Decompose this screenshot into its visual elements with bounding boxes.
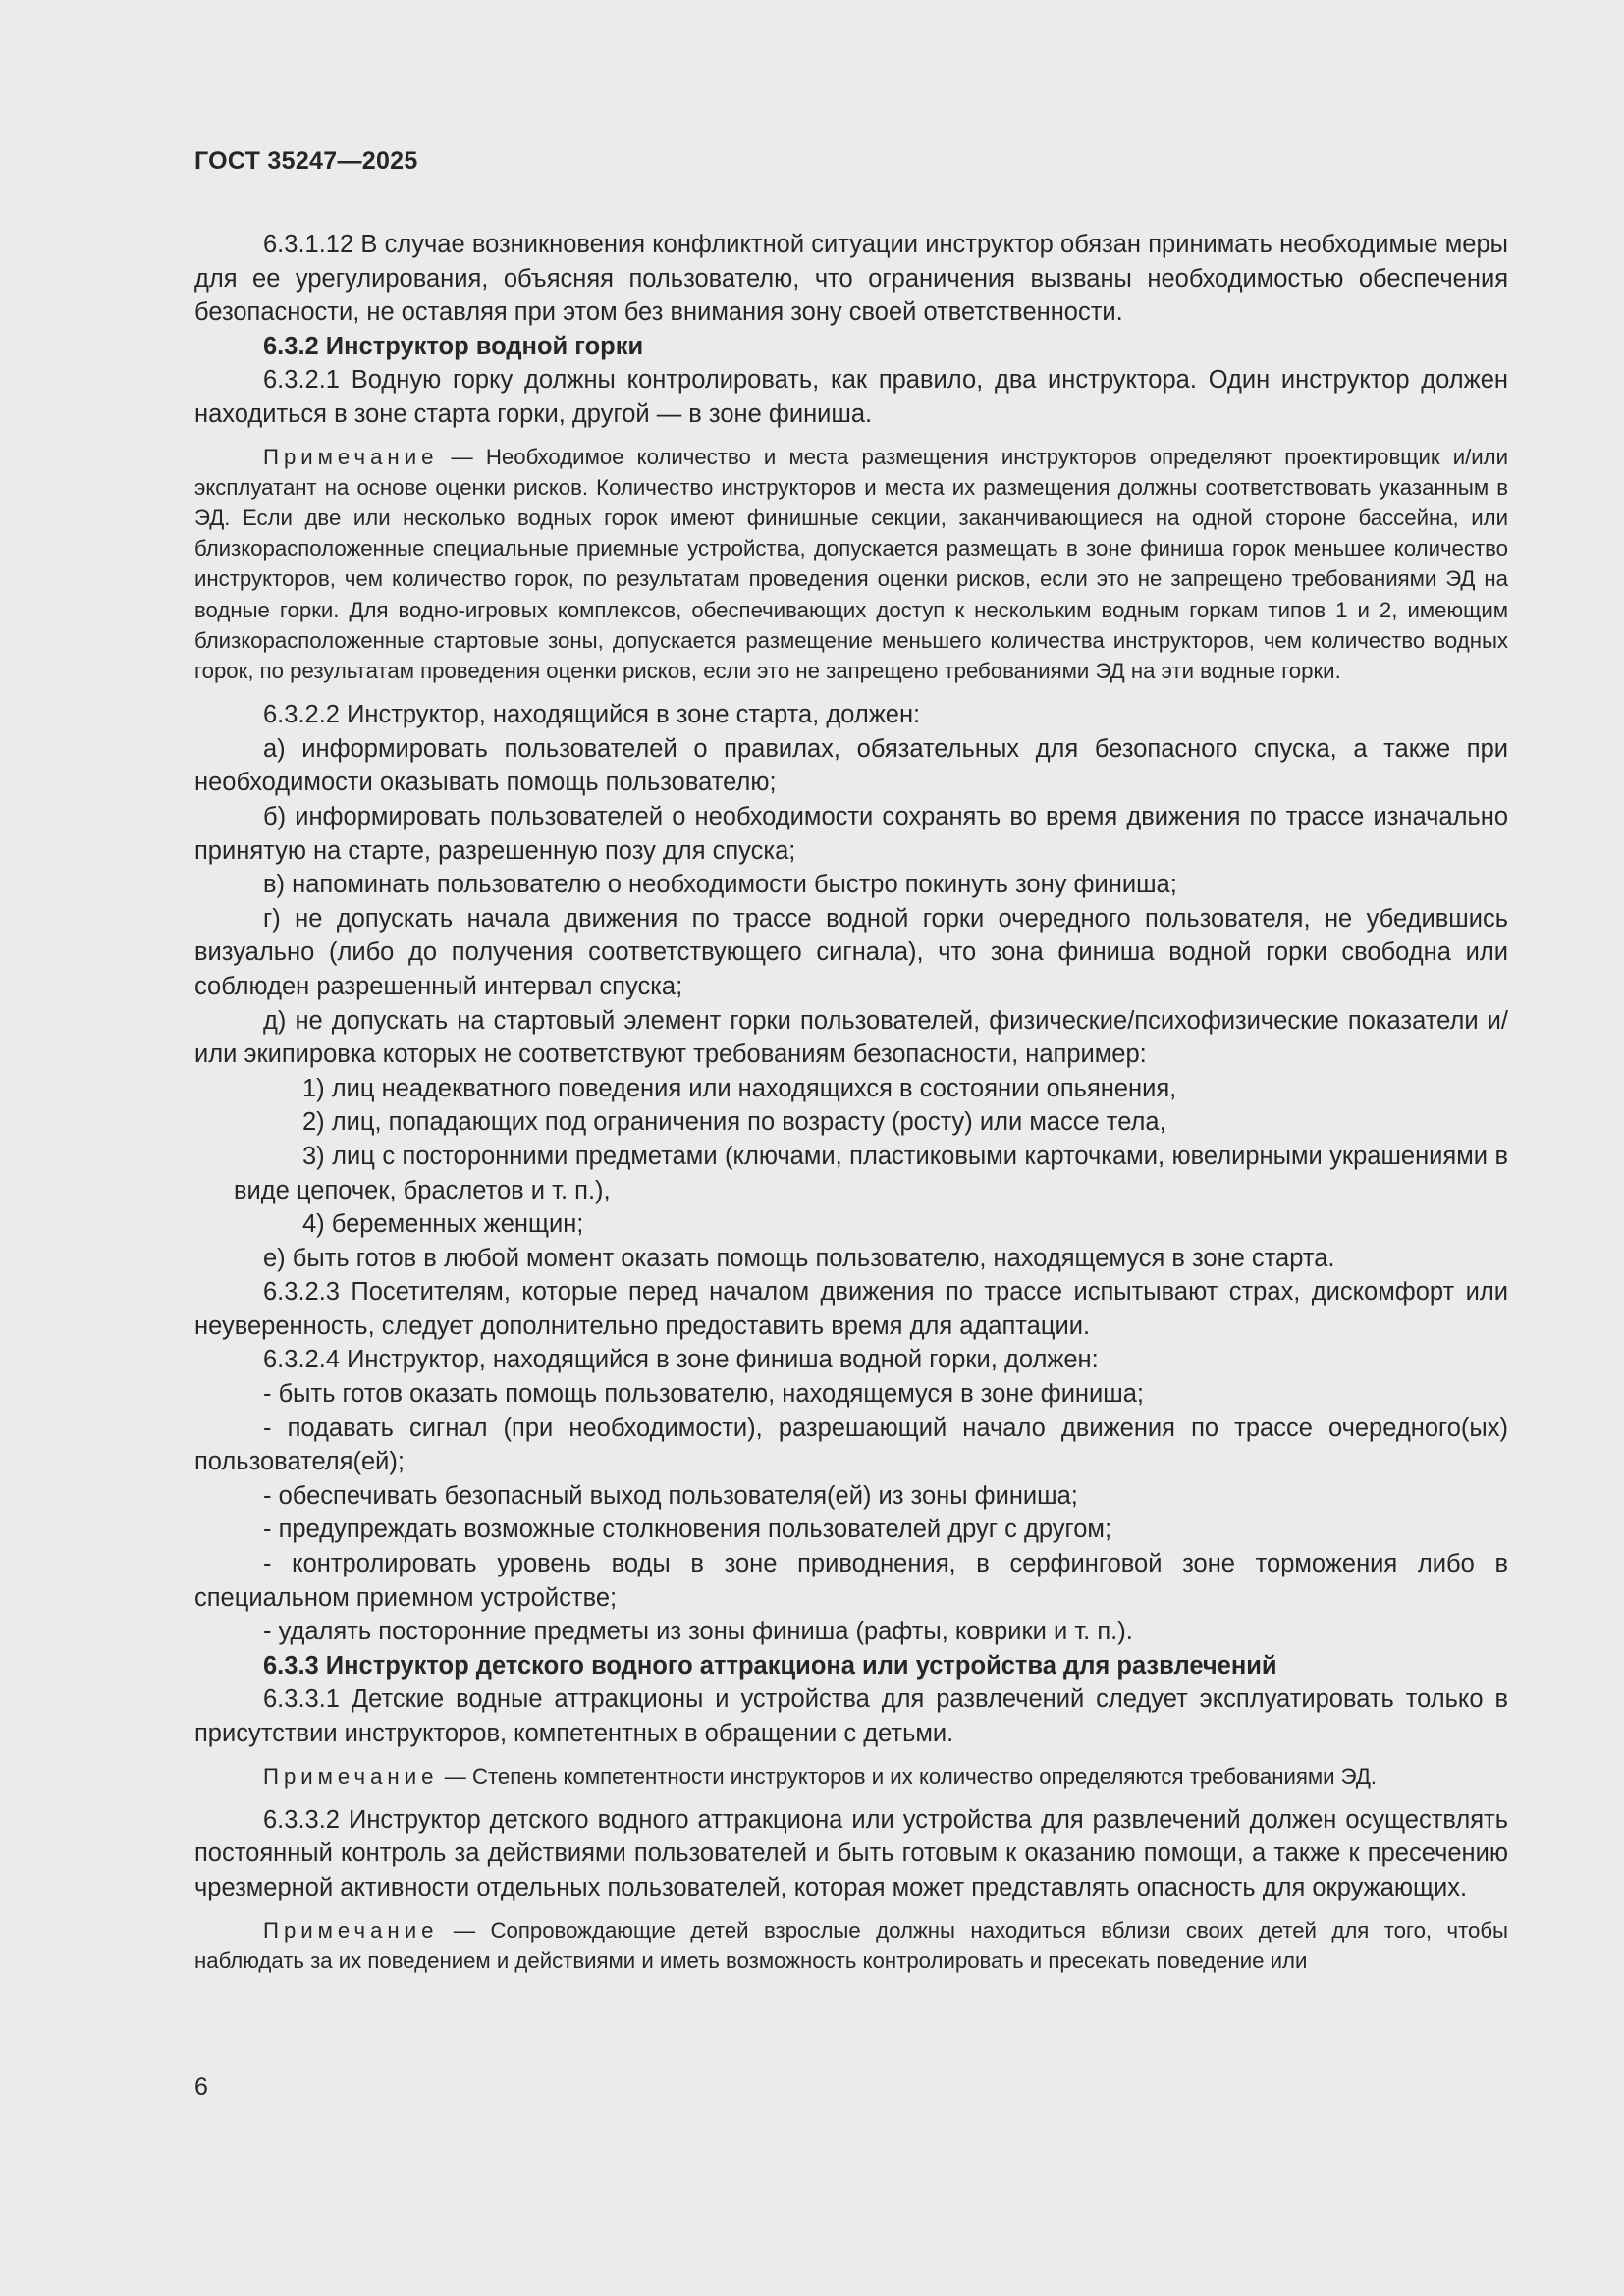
paragraph: 6.3.3.2 Инструктор детского водного аттракциона или устройства для развлечений должен осуществлять постоянный контроль за действиями пользователей и быть готовым к оказанию помощи, а также к пресечению чрезмерной активности отдельных пользователей, которая может представлять опасность для окружающих. — [194, 1805, 1508, 1901]
note-paragraph — [194, 1761, 1508, 1791]
list-item: 2) лиц, попадающих под ограничения по возрасту (росту) или массе тела, — [302, 1108, 1166, 1137]
section-heading: 6.3.3 Инструктор детского водного аттракциона или устройства для развлечений — [263, 1651, 1277, 1680]
paragraph: 6.3.2.4 Инструктор, находящийся в зоне финиша водной горки, должен: — [263, 1346, 1099, 1374]
paragraph: - обеспечивать безопасный выход пользователя(ей) из зоны финиша; — [263, 1481, 1078, 1510]
paragraph: - быть готов оказать помощь пользователю, находящемуся в зоне финиша; — [263, 1380, 1144, 1409]
list-item: 4) беременных женщин; — [302, 1210, 584, 1239]
paragraph: е) быть готов в любой момент оказать помощь пользователю, находящемуся в зоне старта. — [263, 1244, 1335, 1272]
paragraph: 6.3.1.12 В случае возникновения конфликтной ситуации инструктор обязан принимать необходимые меры для ее урегулирования, объясняя пользователю, что ограничения вызваны необходимостью обеспечения безопасности, не оставляя при этом без внимания зону своей ответственности. — [194, 231, 1508, 327]
paragraph: 6.3.3.1 Детские водные аттракционы и устройства для развлечений следует эксплуатировать только в присутствии инструкторов, компетентных в обращении с детьми. — [194, 1685, 1508, 1747]
note-label: Примечание — [263, 1917, 439, 1943]
paragraph: г) не допускать начала движения по трассе водной горки очередного пользователя, не убедившись визуально (либо до получения соответствующего сигнала), что зона финиша водной горки свободна или соблюден разрешенный интервал спуска; — [194, 904, 1508, 1000]
paragraph: в) напоминать пользователю о необходимости быстро покинуть зону финиша; — [263, 871, 1177, 899]
section-heading: 6.3.2 Инструктор водной горки — [263, 332, 644, 360]
paragraph: 6.3.2.3 Посетителям, которые перед началом движения по трассе испытывают страх, дискомфорт или неуверенность, следует дополнительно предоставить время для адаптации. — [194, 1278, 1508, 1340]
paragraph: а) информировать пользователей о правилах, обязательных для безопасного спуска, а также при необходимости оказывать помощь пользователю; — [194, 734, 1508, 797]
paragraph: 6.3.2.2 Инструктор, находящийся в зоне старта, должен: — [263, 701, 921, 729]
document-body — [194, 228, 1508, 1976]
document-header: ГОСТ 35247—2025 — [194, 147, 418, 175]
note-label: Примечание — [263, 444, 439, 469]
paragraph: 6.3.2.1 Водную горку должны контролировать, как правило, два инструктора. Один инструктор должен находиться в зоне старта горки, другой — в зоне финиша. — [194, 366, 1508, 428]
paragraph: - подавать сигнал (при необходимости), разрешающий начало движения по трассе очередного(ых) пользователя(ей); — [194, 1414, 1508, 1476]
list-item: 1) лиц неадекватного поведения или находящихся в состоянии опьянения, — [302, 1074, 1177, 1102]
paragraph: д) не допускать на стартовый элемент горки пользователей, физические/психофизические показатели и/или экипировка которых не соответствуют требованиям безопасности, например: — [194, 1006, 1508, 1069]
paragraph: б) информировать пользователей о необходимости сохранять во время движения по трассе изначально принятую на старте, разрешенную позу для спуска; — [194, 802, 1508, 865]
paragraph: - контролировать уровень воды в зоне приводнения, в серфинговой зоне торможения либо в специальном приемном устройстве; — [194, 1550, 1508, 1612]
page-number: 6 — [194, 2073, 208, 2101]
note-text: — Степень компетентности инструкторов и их количество определяются требованиями ЭД. — [438, 1763, 1378, 1789]
note-text: — Необходимое количество и места размещения инструкторов определяют проектировщик и/или эксплуатант на основе оценки рисков. Количество инструкторов и места их размещения должны соответствовать указанным в ЭД. Если две или несколько водных горок имеют финишные секции, заканчивающиеся на одной стороне бассейна, или близкорасположенные специальные приемные устройства, допускается размещать в зоне финиша горок меньшее количество инструкторов, чем количество горок, по результатам проведения оценки рисков, если это не запрещено требованиями ЭД на водные горки. Для водно-игровых комплексов, обеспечивающих доступ к нескольким водным горкам типов 1 и 2, имеющим близкорасположенные стартовые зоны, допускается размещение меньшего количества инструкторов, чем количество водных горок, по результатам проведения оценки рисков, если это не запрещено требованиями ЭД на эти водные горки. — [194, 444, 1508, 683]
note-label: Примечание — [263, 1763, 439, 1789]
paragraph: - удалять посторонние предметы из зоны финиша (рафты, коврики и т. п.). — [263, 1618, 1133, 1646]
list-item: 3) лиц с посторонними предметами (ключами, пластиковыми карточками, ювелирными украшениями в виде цепочек, браслетов и т. п.), — [234, 1142, 1508, 1204]
paragraph: - предупреждать возможные столкновения пользователей друг с другом; — [263, 1516, 1112, 1544]
note-paragraph — [194, 442, 1508, 687]
note-paragraph — [194, 1915, 1508, 1976]
note-text: — Сопровождающие детей взрослые должны находиться вблизи своих детей для того, чтобы наблюдать за их поведением и действиями и иметь возможность контролировать и пресекать поведение или — [194, 1917, 1508, 1973]
